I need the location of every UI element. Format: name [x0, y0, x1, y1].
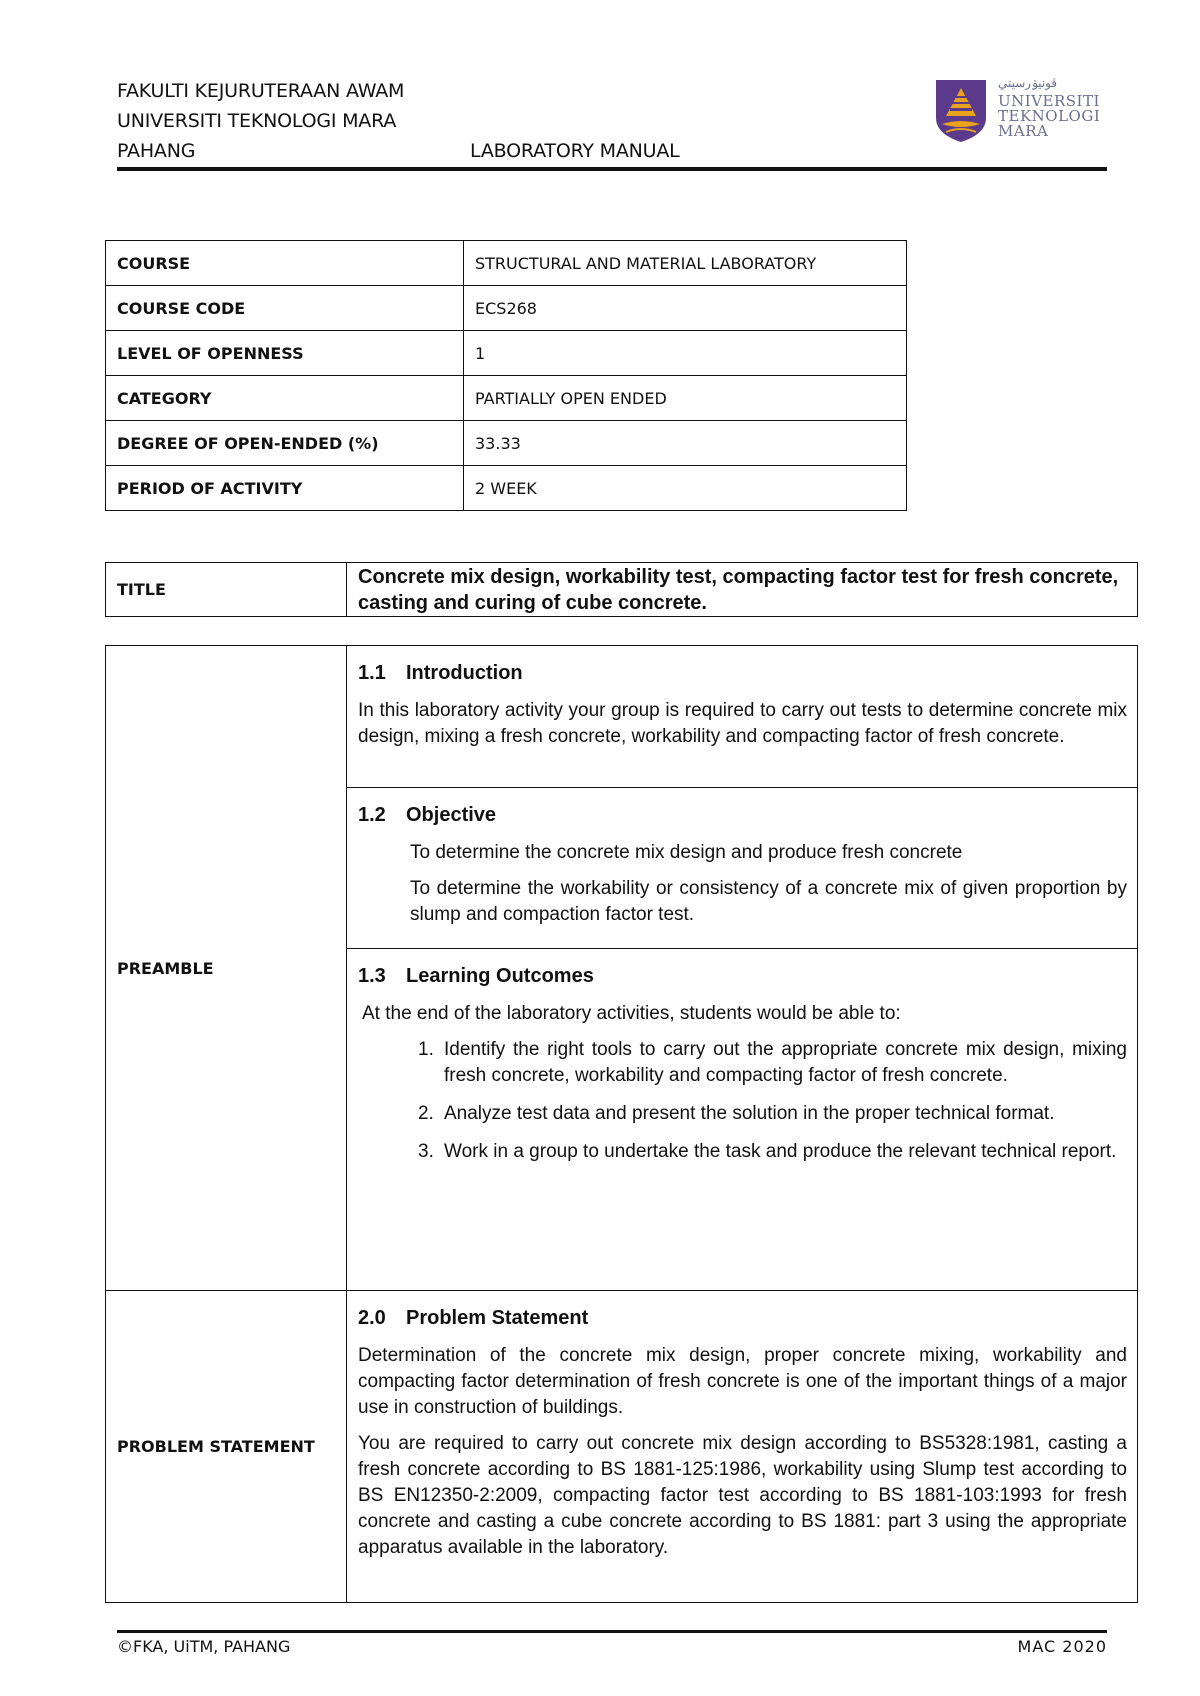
list-item: 3. Work in a group to undertake the task and produce the relevant technical report. [418, 1141, 1117, 1162]
row-key: COURSE [106, 241, 464, 286]
outcomes-list [358, 1037, 1127, 1165]
table-row [106, 563, 1138, 617]
learning-outcomes-section [347, 949, 1138, 1291]
section-heading: 1.3 Learning Outcomes [358, 965, 594, 987]
row-key: DEGREE OF OPEN-ENDED (%) [106, 421, 464, 466]
table-row [106, 331, 907, 376]
row-value: STRUCTURAL AND MATERIAL LABORATORY [464, 241, 907, 286]
row-key: LEVEL OF OPENNESS [106, 331, 464, 376]
problem-statement-label: PROBLEM STATEMENT [106, 1291, 347, 1603]
table-row [106, 466, 907, 511]
row-value: ECS268 [464, 286, 907, 331]
objective-item: To determine the workability or consistency of a concrete mix of given proportion by slump and compaction factor test. [410, 878, 1127, 925]
footer-copyright: ©FKA, UiTM, PAHANG [117, 1637, 291, 1656]
table-row [106, 646, 1138, 788]
title-label: TITLE [106, 563, 347, 617]
campus-name: PAHANG [117, 140, 196, 162]
content-table [105, 645, 1138, 1603]
row-key: CATEGORY [106, 376, 464, 421]
row-value: PARTIALLY OPEN ENDED [464, 376, 907, 421]
uitm-logo [920, 68, 1106, 154]
row-value: 33.33 [464, 421, 907, 466]
header-divider [117, 167, 1107, 171]
section-heading: 2.0 Problem Statement [358, 1307, 589, 1329]
uitm-wordmark: ڤونيۏرسيتي UNIVERSITI TEKNOLOGI MARA [998, 76, 1101, 140]
preamble-label: PREAMBLE [106, 646, 347, 1291]
uitm-crest-icon [932, 78, 990, 144]
footer-date: MAC 2020 [1017, 1637, 1107, 1656]
table-row [106, 241, 907, 286]
problem-paragraph: You are required to carry out concrete mix design according to BS5328:1981, casting a fresh concrete according to BS 1881-125:1986, workability using Slump test according to BS EN12350-2:2009, compacting factor test according to BS 1881-103:1993 for fresh concrete and casting a cube concrete according to BS 1881: part 3 using the appropriate apparatus available in the laboratory. [358, 1433, 1127, 1558]
title-table [105, 562, 1138, 617]
row-value: 1 [464, 331, 907, 376]
table-row [106, 421, 907, 466]
row-key: COURSE CODE [106, 286, 464, 331]
list-item: 1. Identify the right tools to carry out the appropriate concrete mix design, mixing fresh concrete, workability and compacting factor of fresh concrete. [418, 1039, 1127, 1086]
footer-divider [117, 1630, 1107, 1633]
table-row [106, 286, 907, 331]
section-heading: 1.2 Objective [358, 804, 497, 826]
problem-paragraph: Determination of the concrete mix design, proper concrete mixing, workability and compacting factor determination of fresh concrete is one of the important things of a major use in construction of buildings. [358, 1345, 1127, 1418]
section-heading: 1.1 Introduction [358, 662, 523, 684]
problem-statement-section [347, 1291, 1138, 1603]
course-info-table [105, 240, 907, 511]
objective-item: To determine the concrete mix design and produce fresh concrete [410, 842, 963, 863]
introduction-section [347, 646, 1138, 788]
introduction-text: In this laboratory activity your group is required to carry out tests to determine concrete mix design, mixing a fresh concrete, workability and compacting factor of fresh concrete. [358, 700, 1127, 747]
document-type: LABORATORY MANUAL [470, 140, 680, 162]
row-value: 2 WEEK [464, 466, 907, 511]
list-item: 2. Analyze test data and present the solution in the proper technical format. [418, 1103, 1055, 1124]
university-name: UNIVERSITI TEKNOLOGI MARA [117, 110, 397, 132]
table-row [106, 376, 907, 421]
table-row [106, 1291, 1138, 1603]
faculty-name: FAKULTI KEJURUTERAAN AWAM [117, 80, 405, 102]
objective-section [347, 788, 1138, 949]
title-text: Concrete mix design, workability test, compacting factor test for fresh concrete, casting and curing of cube concrete. [347, 563, 1138, 617]
row-key: PERIOD OF ACTIVITY [106, 466, 464, 511]
outcomes-intro: At the end of the laboratory activities, students would be able to: [362, 1003, 901, 1024]
